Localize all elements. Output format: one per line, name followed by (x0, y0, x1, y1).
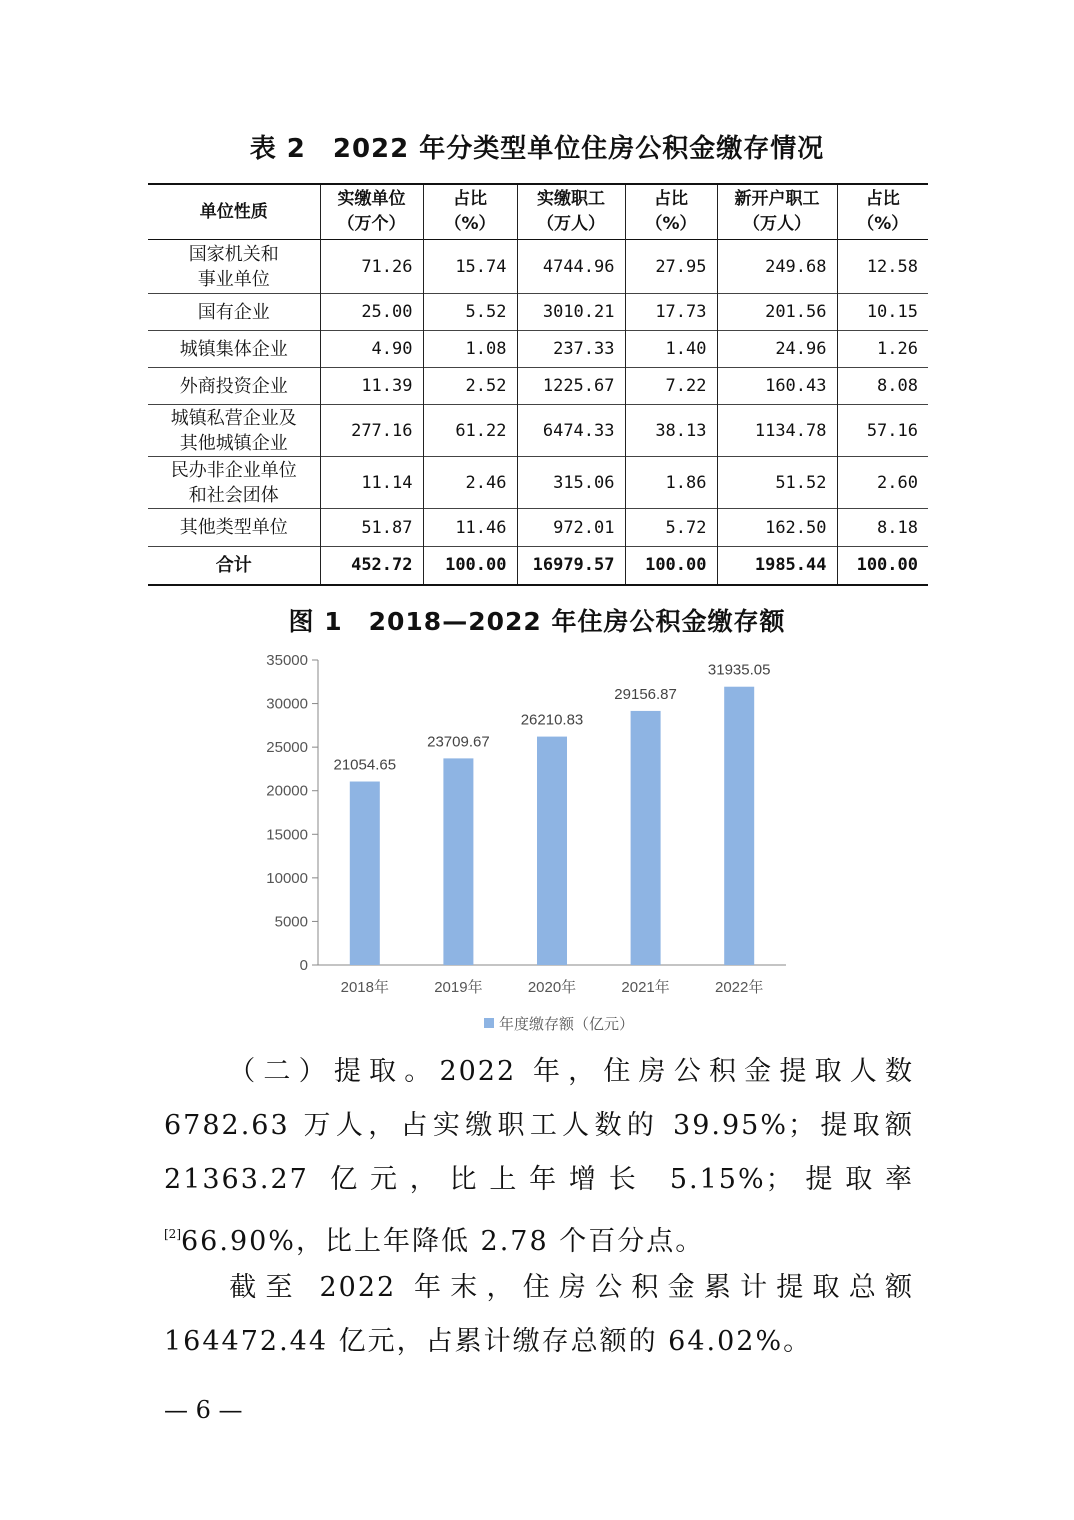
x-tick-label: 2020年 (527, 979, 577, 996)
bar (443, 758, 473, 965)
row-label: 民办非企业单位 和社会团体 (148, 457, 320, 509)
y-tick-label: 15000 (266, 826, 308, 844)
table-row (148, 368, 928, 405)
table-cell: 4.90 (320, 331, 423, 368)
bar (631, 711, 661, 965)
x-tick-label: 2019年 (434, 979, 483, 996)
table-cell: 11.46 (423, 509, 517, 547)
y-tick-label: 0 (299, 957, 308, 974)
data-label: 21054.65 (333, 756, 397, 774)
table-cell: 100.00 (837, 547, 928, 585)
table-cell: 11.39 (320, 368, 423, 405)
table-cell: 27.95 (625, 240, 717, 294)
deposit-bar-chart (250, 640, 810, 1050)
header-units-share: 占比 （%） (423, 184, 517, 240)
table-cell: 201.56 (717, 294, 837, 331)
paragraph-withdrawal (164, 1045, 914, 1269)
table-cell: 1134.78 (717, 405, 837, 457)
row-label: 国有企业 (148, 294, 320, 331)
table-cell: 10.15 (837, 294, 928, 331)
data-label: 31935.05 (707, 661, 771, 679)
table-cell: 5.52 (423, 294, 517, 331)
table-cell: 2.52 (423, 368, 517, 405)
bar (537, 737, 567, 965)
table-cell: 160.43 (717, 368, 837, 405)
table-row (148, 331, 928, 368)
table-cell: 7.22 (625, 368, 717, 405)
table-cell: 24.96 (717, 331, 837, 368)
table-cell: 1.86 (625, 457, 717, 509)
table-row (148, 457, 928, 509)
paragraph-text: 截至 2022 年末，住房公积金累计提取总额 164472.44 亿元，占累计缴存总额的 64.02%。 (164, 1272, 914, 1357)
table-cell: 25.00 (320, 294, 423, 331)
table-cell: 1.40 (625, 331, 717, 368)
table-cell: 15.74 (423, 240, 517, 294)
page-number: — 6 — (164, 1396, 243, 1424)
header-workers: 实缴职工 （万人） (517, 184, 625, 240)
x-tick-label: 2018年 (340, 979, 389, 996)
x-tick-label: 2022年 (715, 979, 764, 996)
table-cell: 51.87 (320, 509, 423, 547)
table-cell: 8.18 (837, 509, 928, 547)
x-tick-label: 2021年 (621, 979, 670, 996)
header-new-workers: 新开户职工 （万人） (717, 184, 837, 240)
legend-swatch (484, 1018, 494, 1028)
table-cell: 2.46 (423, 457, 517, 509)
table-row (148, 294, 928, 331)
row-label: 城镇私营企业及 其他城镇企业 (148, 405, 320, 457)
table-row (148, 240, 928, 294)
table-cell: 237.33 (517, 331, 625, 368)
table-cell: 315.06 (517, 457, 625, 509)
table-cell: 38.13 (625, 405, 717, 457)
y-tick-label: 20000 (266, 782, 308, 800)
table-cell: 57.16 (837, 405, 928, 457)
table-row (148, 405, 928, 457)
row-label: 其他类型单位 (148, 509, 320, 547)
data-label: 26210.83 (520, 711, 584, 729)
table-cell: 249.68 (717, 240, 837, 294)
table-cell: 100.00 (423, 547, 517, 585)
table-cell: 100.00 (625, 547, 717, 585)
deposit-table (148, 183, 928, 586)
table-cell: 6474.33 (517, 405, 625, 457)
paragraph-text: （二）提取。2022 年，住房公积金提取人数 6782.63 万人，占实缴职工人数的 39.95%；提取额 21363.27 亿元，比上年增长 5.15%；提取率 (164, 1056, 914, 1195)
table-header-row (148, 184, 928, 240)
table-cell: 1.08 (423, 331, 517, 368)
data-label: 23709.67 (427, 733, 490, 751)
table-cell: 162.50 (717, 509, 837, 547)
paragraph-cumulative (164, 1261, 914, 1369)
figure-title: 图 1 2018—2022 年住房公积金缴存额 (288, 607, 786, 636)
table-cell: 51.52 (717, 457, 837, 509)
data-label: 29156.87 (614, 685, 677, 703)
table-title: 表 2 2022 年分类型单位住房公积金缴存情况 (249, 134, 825, 164)
y-tick-label: 35000 (266, 652, 308, 669)
header-new-workers-share: 占比 （%） (837, 184, 928, 240)
y-tick-label: 5000 (274, 913, 308, 931)
table-total-row (148, 547, 928, 585)
table-cell: 3010.21 (517, 294, 625, 331)
table-cell: 8.08 (837, 368, 928, 405)
table-cell: 277.16 (320, 405, 423, 457)
bar (724, 687, 754, 965)
table-cell: 61.22 (423, 405, 517, 457)
bar (350, 782, 380, 965)
row-label: 国家机关和 事业单位 (148, 240, 320, 294)
table-cell: 4744.96 (517, 240, 625, 294)
table-cell: 1225.67 (517, 368, 625, 405)
table-cell: 1.26 (837, 331, 928, 368)
total-label: 合计 (148, 547, 320, 585)
y-tick-label: 10000 (266, 869, 308, 887)
table-cell: 17.73 (625, 294, 717, 331)
table-cell: 1985.44 (717, 547, 837, 585)
table-cell: 452.72 (320, 547, 423, 585)
table-cell: 16979.57 (517, 547, 625, 585)
table-cell: 5.72 (625, 509, 717, 547)
table-cell: 71.26 (320, 240, 423, 294)
header-units: 实缴单位 （万个） (320, 184, 423, 240)
header-unit-type: 单位性质 (148, 184, 320, 240)
table-cell: 11.14 (320, 457, 423, 509)
legend-label: 年度缴存额（亿元） (499, 1016, 635, 1033)
header-workers-share: 占比 （%） (625, 184, 717, 240)
table-cell: 972.01 (517, 509, 625, 547)
footnote-marker: [2] (164, 1227, 181, 1241)
y-tick-label: 25000 (266, 739, 308, 757)
table-cell: 12.58 (837, 240, 928, 294)
table-cell: 2.60 (837, 457, 928, 509)
paragraph-text-tail: 66.90%，比上年降低 2.78 个百分点。 (181, 1226, 705, 1257)
table-row (148, 509, 928, 547)
row-label: 城镇集体企业 (148, 331, 320, 368)
row-label: 外商投资企业 (148, 368, 320, 405)
y-tick-label: 30000 (266, 695, 308, 713)
